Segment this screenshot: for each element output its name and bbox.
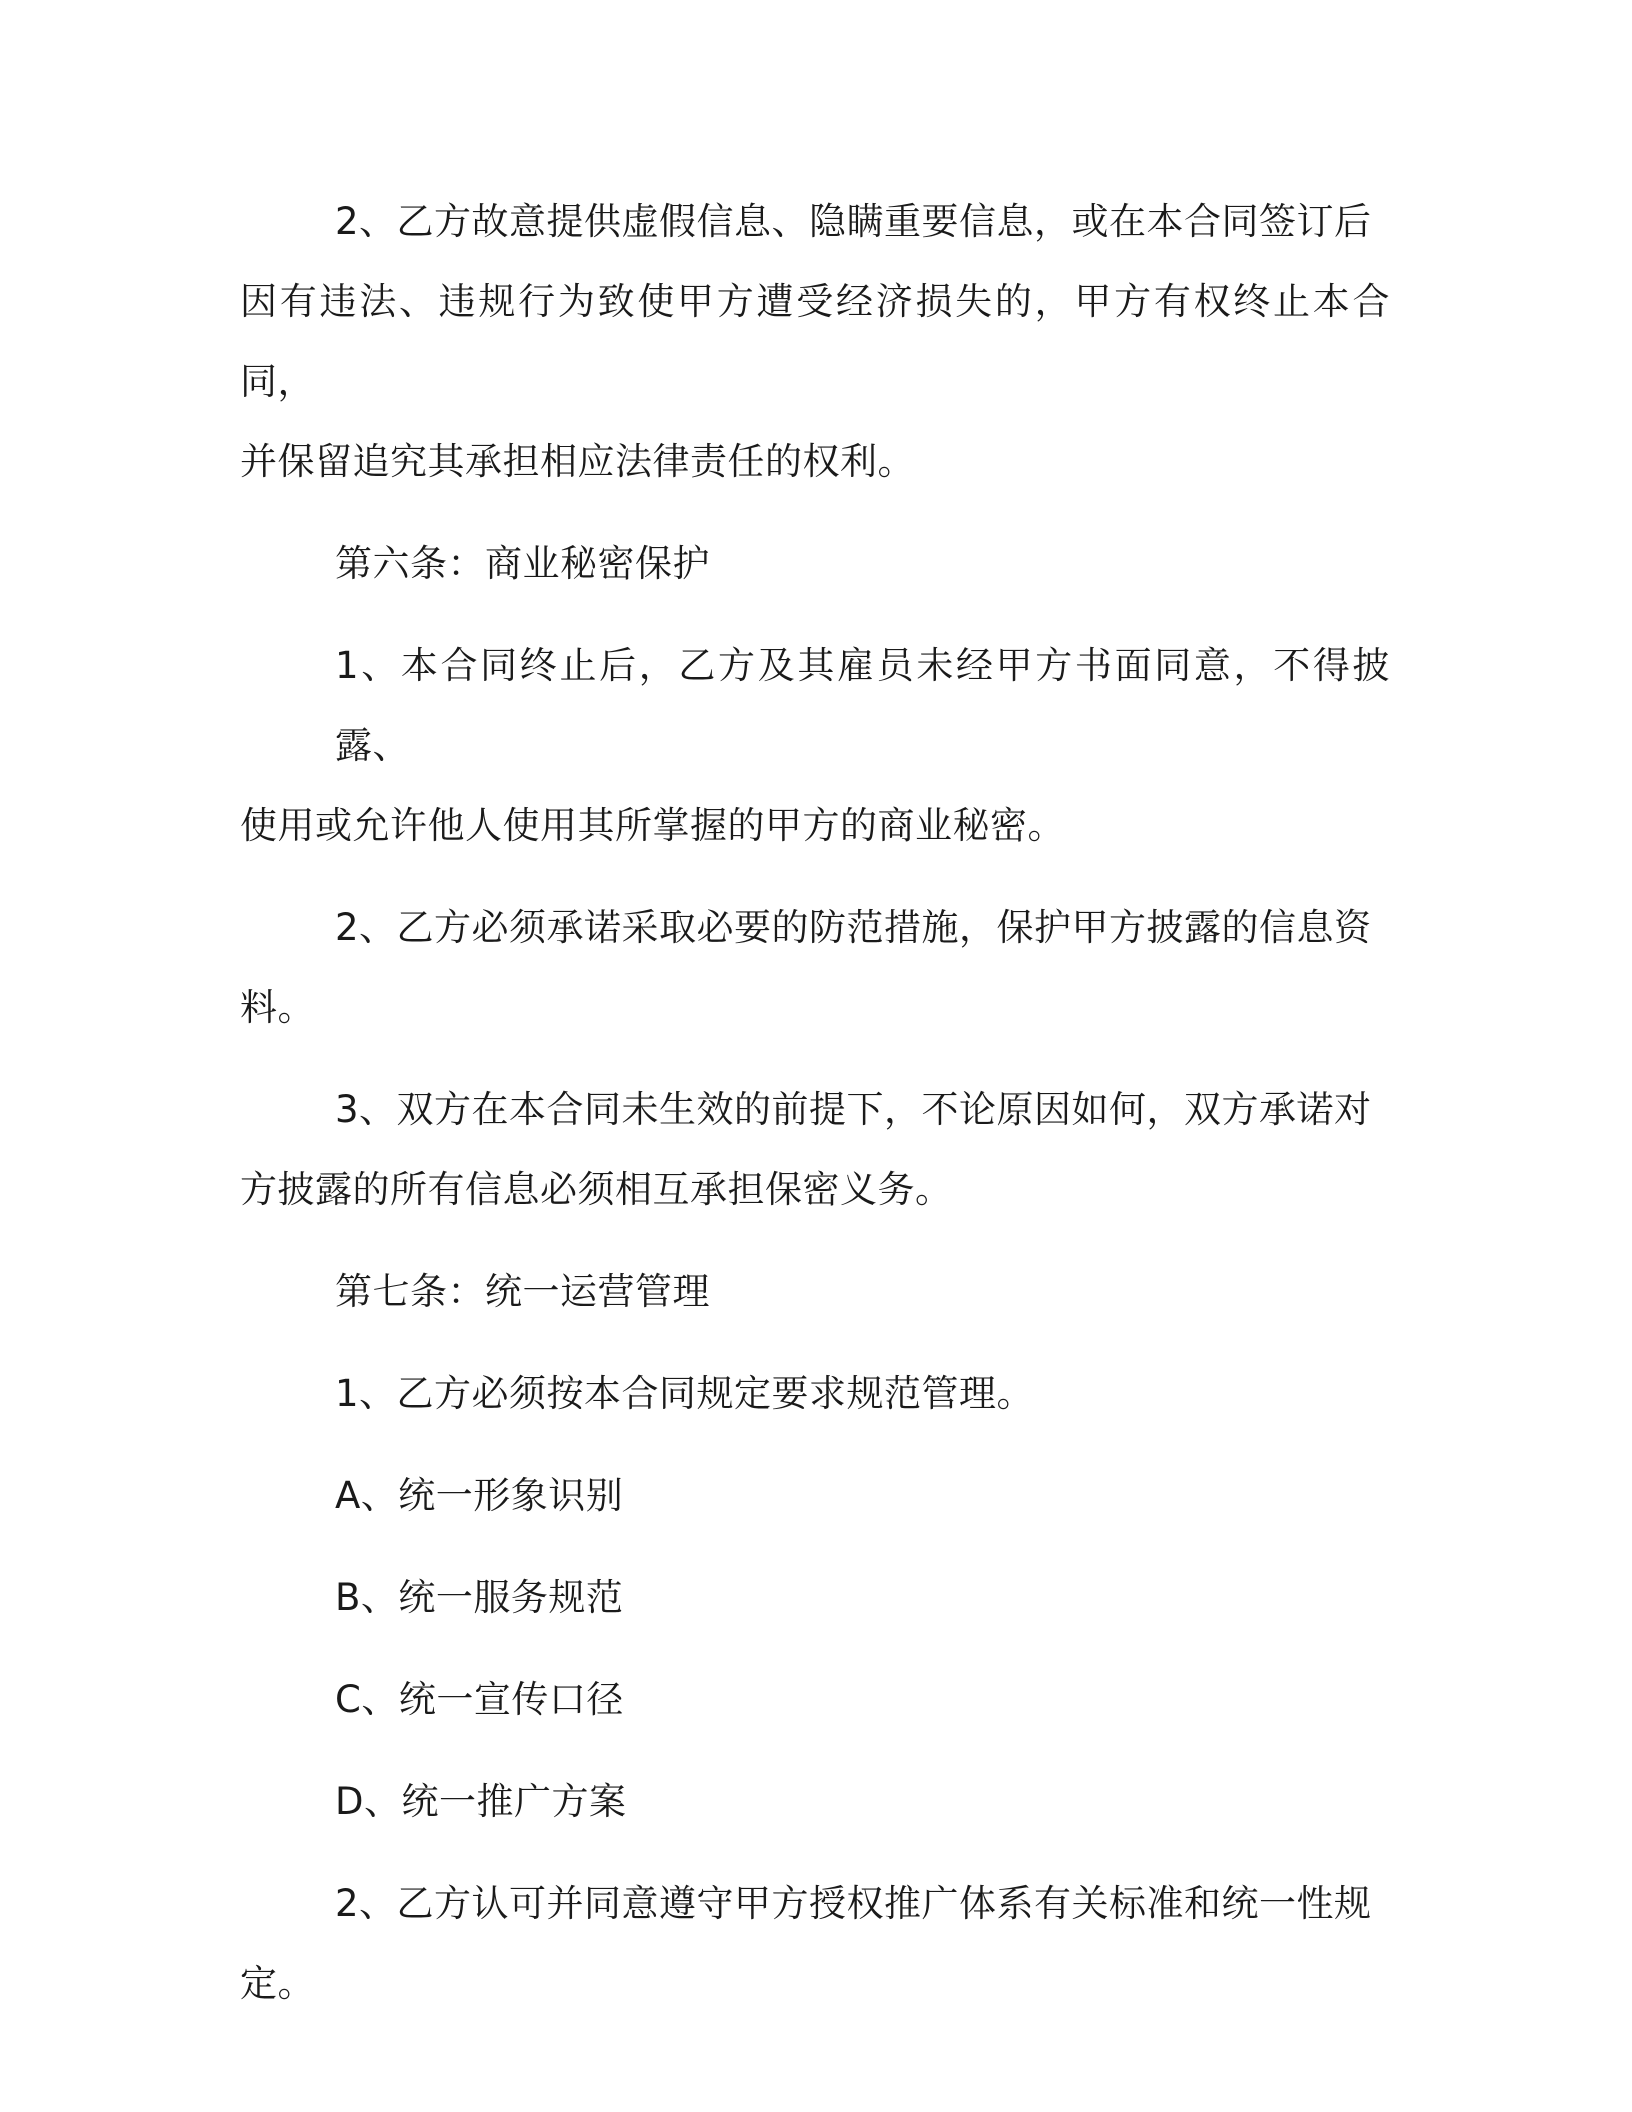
paragraph-p6	[240, 1252, 1390, 1332]
paragraph-line: 2、乙方故意提供虚假信息、隐瞒重要信息，或在本合同签订后	[335, 200, 1372, 243]
paragraph-p4	[240, 888, 1390, 1048]
paragraph-line: 2、乙方认可并同意遵守甲方授权推广体系有关标准和统一性规	[335, 1882, 1372, 1925]
paragraph-line: 3、双方在本合同未生效的前提下，不论原因如何，双方承诺对	[335, 1088, 1372, 1131]
paragraph-p12	[240, 1864, 1390, 2024]
paragraph-p2	[240, 524, 1390, 604]
paragraph-line: 2、乙方必须承诺采取必要的防范措施，保护甲方披露的信息资	[335, 906, 1372, 949]
paragraph-line: 方披露的所有信息必须相互承担保密义务。	[240, 1168, 953, 1211]
paragraph-line: 第六条：商业秘密保护	[335, 542, 710, 585]
paragraph-p7	[240, 1354, 1390, 1434]
paragraph-p11	[240, 1762, 1390, 1842]
paragraph-p8	[240, 1456, 1390, 1536]
paragraph-line: D、统一推广方案	[335, 1780, 627, 1823]
paragraph-p1	[240, 182, 1390, 502]
paragraph-p3	[240, 626, 1390, 866]
paragraph-line: 第七条：统一运营管理	[335, 1270, 710, 1313]
paragraph-p5	[240, 1070, 1390, 1230]
paragraph-line: 并保留追究其承担相应法律责任的权利。	[240, 440, 915, 483]
paragraph-p9	[240, 1558, 1390, 1638]
paragraph-line: 1、乙方必须按本合同规定要求规范管理。	[335, 1372, 1035, 1415]
paragraph-line: 1、本合同终止后，乙方及其雇员未经甲方书面同意，不得披露、	[335, 644, 1390, 767]
paragraph-line: B、统一服务规范	[335, 1576, 624, 1619]
paragraph-line: C、统一宣传口径	[335, 1678, 624, 1721]
paragraph-p10	[240, 1660, 1390, 1740]
paragraph-line: 定。	[240, 1962, 315, 2005]
paragraph-line: 使用或允许他人使用其所掌握的甲方的商业秘密。	[240, 804, 1065, 847]
paragraph-line: 料。	[240, 986, 315, 1029]
document-body	[240, 182, 1390, 2046]
paragraph-line: A、统一形象识别	[335, 1474, 624, 1517]
paragraph-line: 因有违法、违规行为致使甲方遭受经济损失的，甲方有权终止本合同，	[240, 280, 1390, 403]
